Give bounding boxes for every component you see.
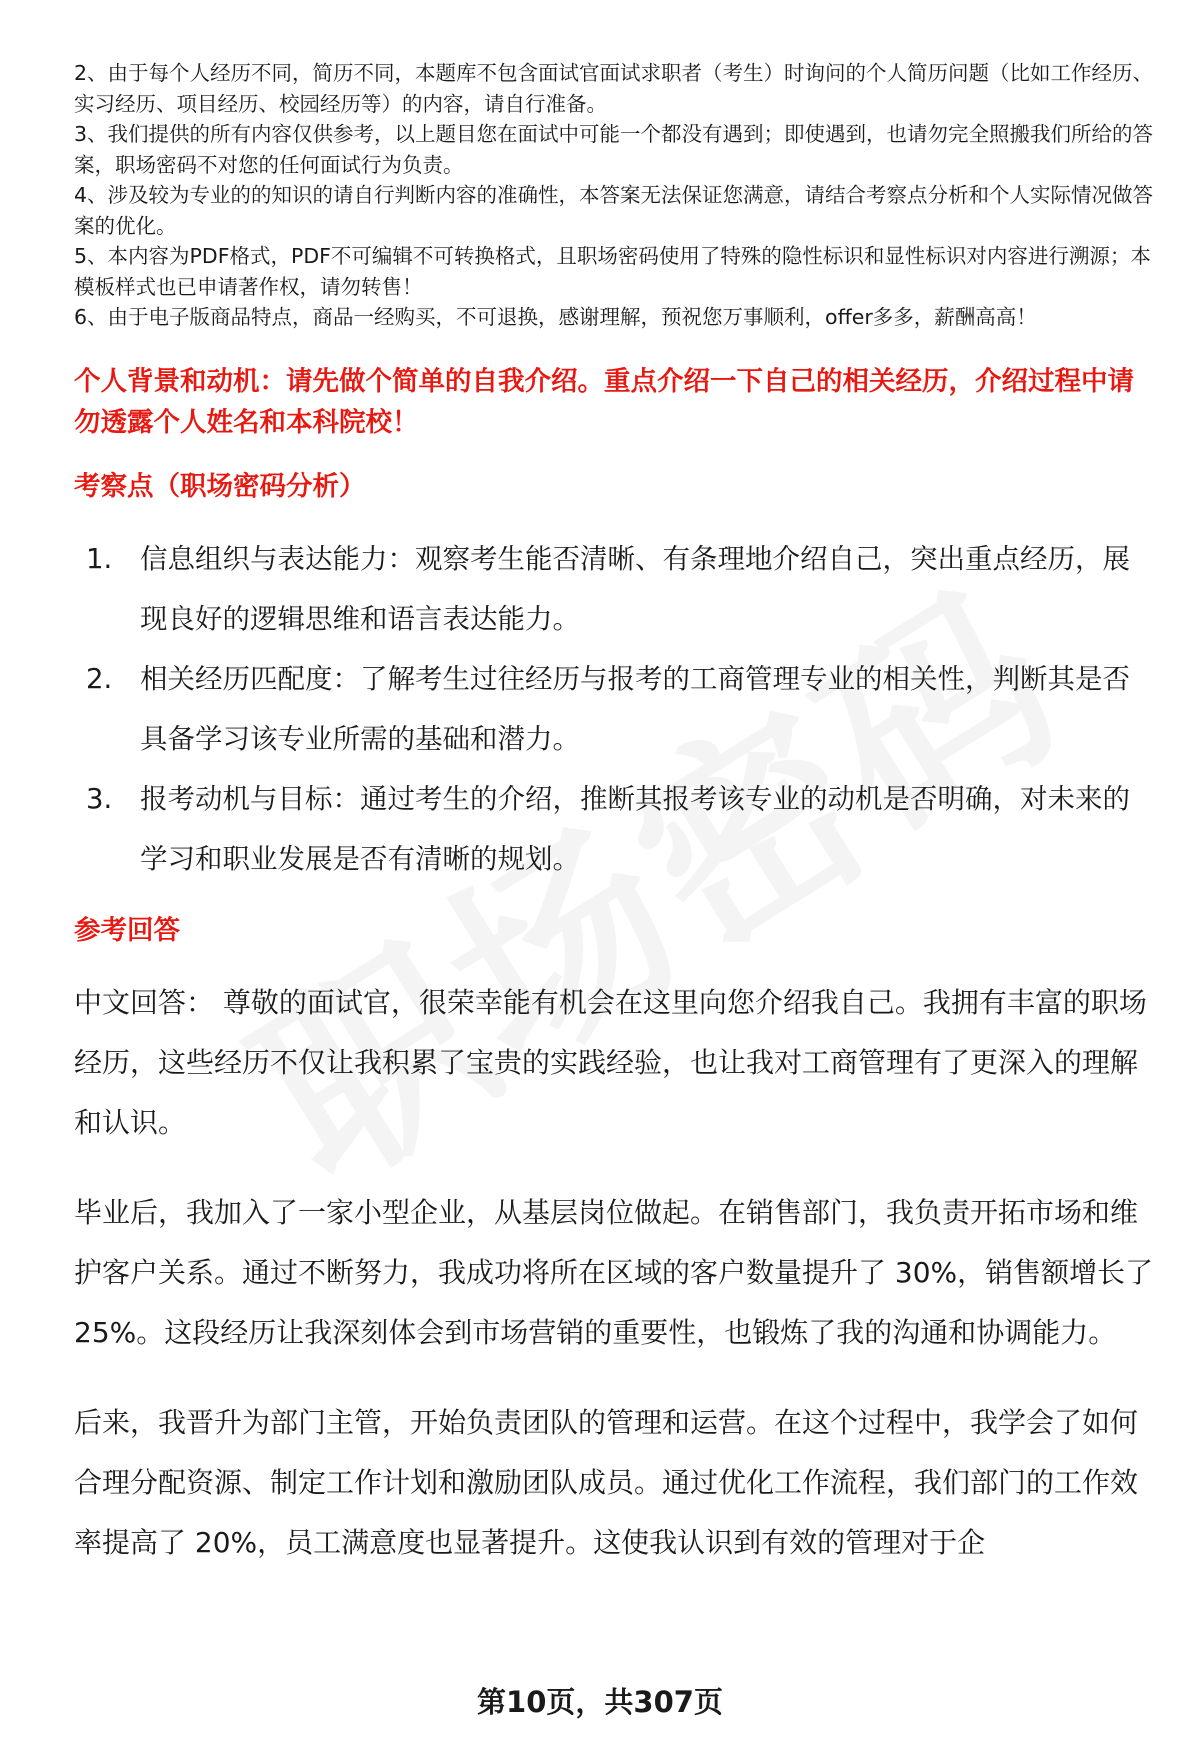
question-heading: 个人背景和动机：请先做个简单的自我介绍。重点介绍一下自己的相关经历，介绍过程中请勿透露个人姓名和本科院校！	[74, 365, 1134, 438]
notes-list	[74, 58, 1154, 333]
note-item: 5、本内容为PDF格式，PDF不可编辑不可转换格式，且职场密码使用了特殊的隐性标识和显性标识对内容进行溯源；本模板样式也已申请著作权，请勿转售！	[74, 244, 1151, 299]
answer-paragraph: 中文回答： 尊敬的面试官，很荣幸能有机会在这里向您介绍我自己。我拥有丰富的职场经历，这些经历不仅让我积累了宝贵的实践经验，也让我对工商管理有了更深入的理解和认识。	[74, 985, 1147, 1139]
note-item: 6、由于电子版商品特点，商品一经购买，不可退换，感谢理解，预祝您万事顺利，offer多多，薪酬高高！	[74, 305, 1037, 329]
page-number-footer: 第10页，共307页	[477, 1685, 723, 1719]
point-text: 相关经历匹配度：了解考生过往经历与报考的工商管理专业的相关性，判断其是否具备学习该专业所需的基础和潜力。	[140, 662, 1130, 755]
answer-paragraph: 毕业后，我加入了一家小型企业，从基层岗位做起。在销售部门，我负责开拓市场和维护客户关系。通过不断努力，我成功将所在区域的客户数量提升了 30%，销售额增长了 25%。这段经历让我深刻体会到市场营销的重要性，也锻炼了我的沟通和协调能力。	[74, 1195, 1154, 1349]
note-item: 3、我们提供的所有内容仅供参考，以上题目您在面试中可能一个都没有遇到；即使遇到，也请勿完全照搬我们所给的答案，职场密码不对您的任何面试行为负责。	[74, 122, 1154, 177]
answer-body	[74, 973, 1154, 1573]
note-item: 4、涉及较为专业的的知识的请自行判断内容的准确性，本答案无法保证您满意，请结合考察点分析和个人实际情况做答案的优化。	[74, 183, 1154, 238]
analysis-title: 考察点（职场密码分析）	[74, 470, 366, 502]
point-number: 2.	[86, 662, 113, 695]
point-text: 报考动机与目标：通过考生的介绍，推断其报考该专业的动机是否明确，对未来的学习和职业发展是否有清晰的规划。	[140, 782, 1130, 875]
answer-paragraph: 后来，我晋升为部门主管，开始负责团队的管理和运营。在这个过程中，我学会了如何合理分配资源、制定工作计划和激励团队成员。通过优化工作流程，我们部门的工作效率提高了 20%，员工满意度也显著提升。这使我认识到有效的管理对于企	[74, 1405, 1139, 1559]
analysis-point	[74, 769, 1154, 889]
analysis-point	[74, 529, 1154, 649]
point-text: 信息组织与表达能力：观察考生能否清晰、有条理地介绍自己，突出重点经历，展现良好的逻辑思维和语言表达能力。	[140, 542, 1130, 635]
point-number: 3.	[86, 782, 113, 815]
page-content	[74, 58, 1154, 1573]
analysis-points	[74, 529, 1154, 889]
analysis-point	[74, 649, 1154, 769]
note-item: 2、由于每个人经历不同，简历不同，本题库不包含面试官面试求职者（考生）时询问的个人简历问题（比如工作经历、实习经历、项目经历、校园经历等）的内容，请自行准备。	[74, 61, 1154, 116]
answer-title: 参考回答	[74, 914, 180, 946]
point-number: 1.	[86, 542, 113, 575]
